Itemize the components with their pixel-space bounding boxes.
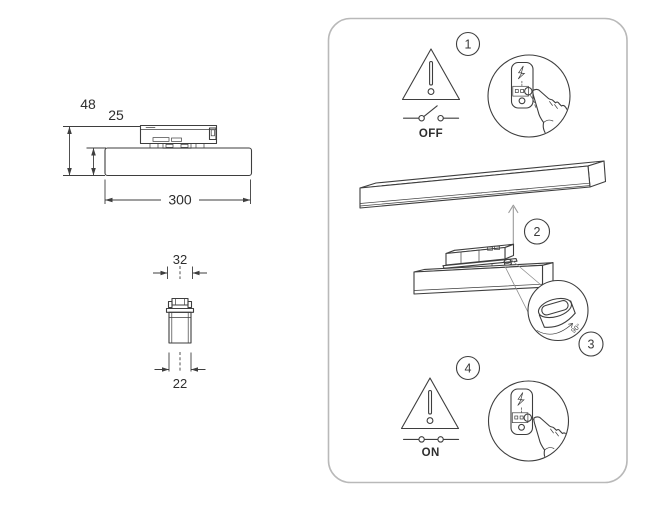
connector-hook-right: [188, 302, 192, 308]
callout-circle: [488, 55, 570, 137]
dimension-300: [105, 180, 251, 208]
arrowhead-down: [91, 168, 96, 176]
dimension-label-bottom-width: 22: [172, 376, 188, 391]
dimension-22: [155, 352, 206, 391]
warning-triangle-icon: [403, 49, 460, 100]
adapter-label-2: [172, 138, 182, 141]
rotate-detail-callout: [528, 281, 588, 341]
arrowhead-left: [193, 271, 200, 275]
adapter-foot-right: [196, 144, 204, 149]
step-3-number: 3: [587, 337, 595, 352]
switch-open-icon: [404, 106, 459, 121]
arrowhead-left: [191, 367, 198, 371]
arrowhead-up: [91, 148, 96, 156]
dimension-label-body-height: 25: [108, 107, 124, 123]
dimension-label-top-width: 32: [172, 252, 188, 267]
adapter-body: [141, 126, 217, 144]
adapter-mount-pin-2: [181, 144, 188, 147]
dimension-label-total-height: 48: [80, 96, 96, 112]
power-on-label: ON: [421, 447, 440, 459]
arrowhead-left: [105, 198, 113, 203]
rail-end-face: [588, 161, 606, 187]
switch-closed-icon: [404, 437, 459, 442]
arrowhead-right: [243, 198, 251, 203]
switch-contact-right: [438, 116, 443, 121]
hand-press-circle-bottom: [489, 381, 571, 469]
adapter-side-view: [141, 126, 217, 149]
switch-contact-left: [419, 116, 424, 121]
fixture-body-side-view: [105, 148, 252, 176]
adapter-knob-inner: [211, 130, 214, 136]
step-1: [403, 33, 571, 142]
end-view-drawing: [153, 252, 207, 391]
switch-lever-open: [424, 106, 437, 116]
step-4: [402, 357, 571, 470]
instruction-panel: [329, 19, 628, 483]
step-1-number: 1: [464, 37, 472, 52]
step-2: [360, 161, 606, 244]
dimension-label-length: 300: [168, 191, 192, 208]
connector-body: [169, 312, 191, 343]
arrow-up-icon: [509, 205, 518, 244]
adapter-mount-pin-1: [166, 144, 173, 147]
track-connector-end-view: [167, 299, 194, 344]
step-4-number: 4: [464, 361, 472, 376]
dimension-48: [63, 96, 141, 176]
adapter-end-face: [505, 244, 514, 259]
connector-plate: [167, 309, 194, 313]
arrowhead-right: [161, 271, 168, 275]
step-2-number: 2: [533, 224, 541, 239]
rotation-angle-label: 90°: [570, 322, 583, 335]
power-off-label: OFF: [418, 128, 444, 140]
connector-head: [172, 299, 188, 306]
side-view-drawing: [63, 96, 252, 208]
warning-triangle-icon: [402, 378, 459, 429]
adapter-label: [153, 138, 169, 142]
connector-body-lines: [169, 312, 191, 343]
switch-contact-left: [419, 437, 424, 442]
arrowhead-down: [67, 168, 72, 176]
arrowhead-right: [162, 367, 169, 371]
rail-front-face: [360, 166, 590, 208]
step-3: [414, 244, 603, 356]
track-rail-3d: [360, 161, 606, 208]
connector-hook-left: [169, 302, 173, 308]
arrowhead-up: [67, 127, 72, 135]
switch-contact-right: [438, 437, 443, 442]
fixture-3d: [414, 244, 553, 294]
hand-press-circle-top: [488, 55, 570, 142]
dimension-32: [153, 252, 207, 279]
connector-head-lines: [176, 299, 185, 306]
adapter-foot-left: [150, 144, 158, 149]
